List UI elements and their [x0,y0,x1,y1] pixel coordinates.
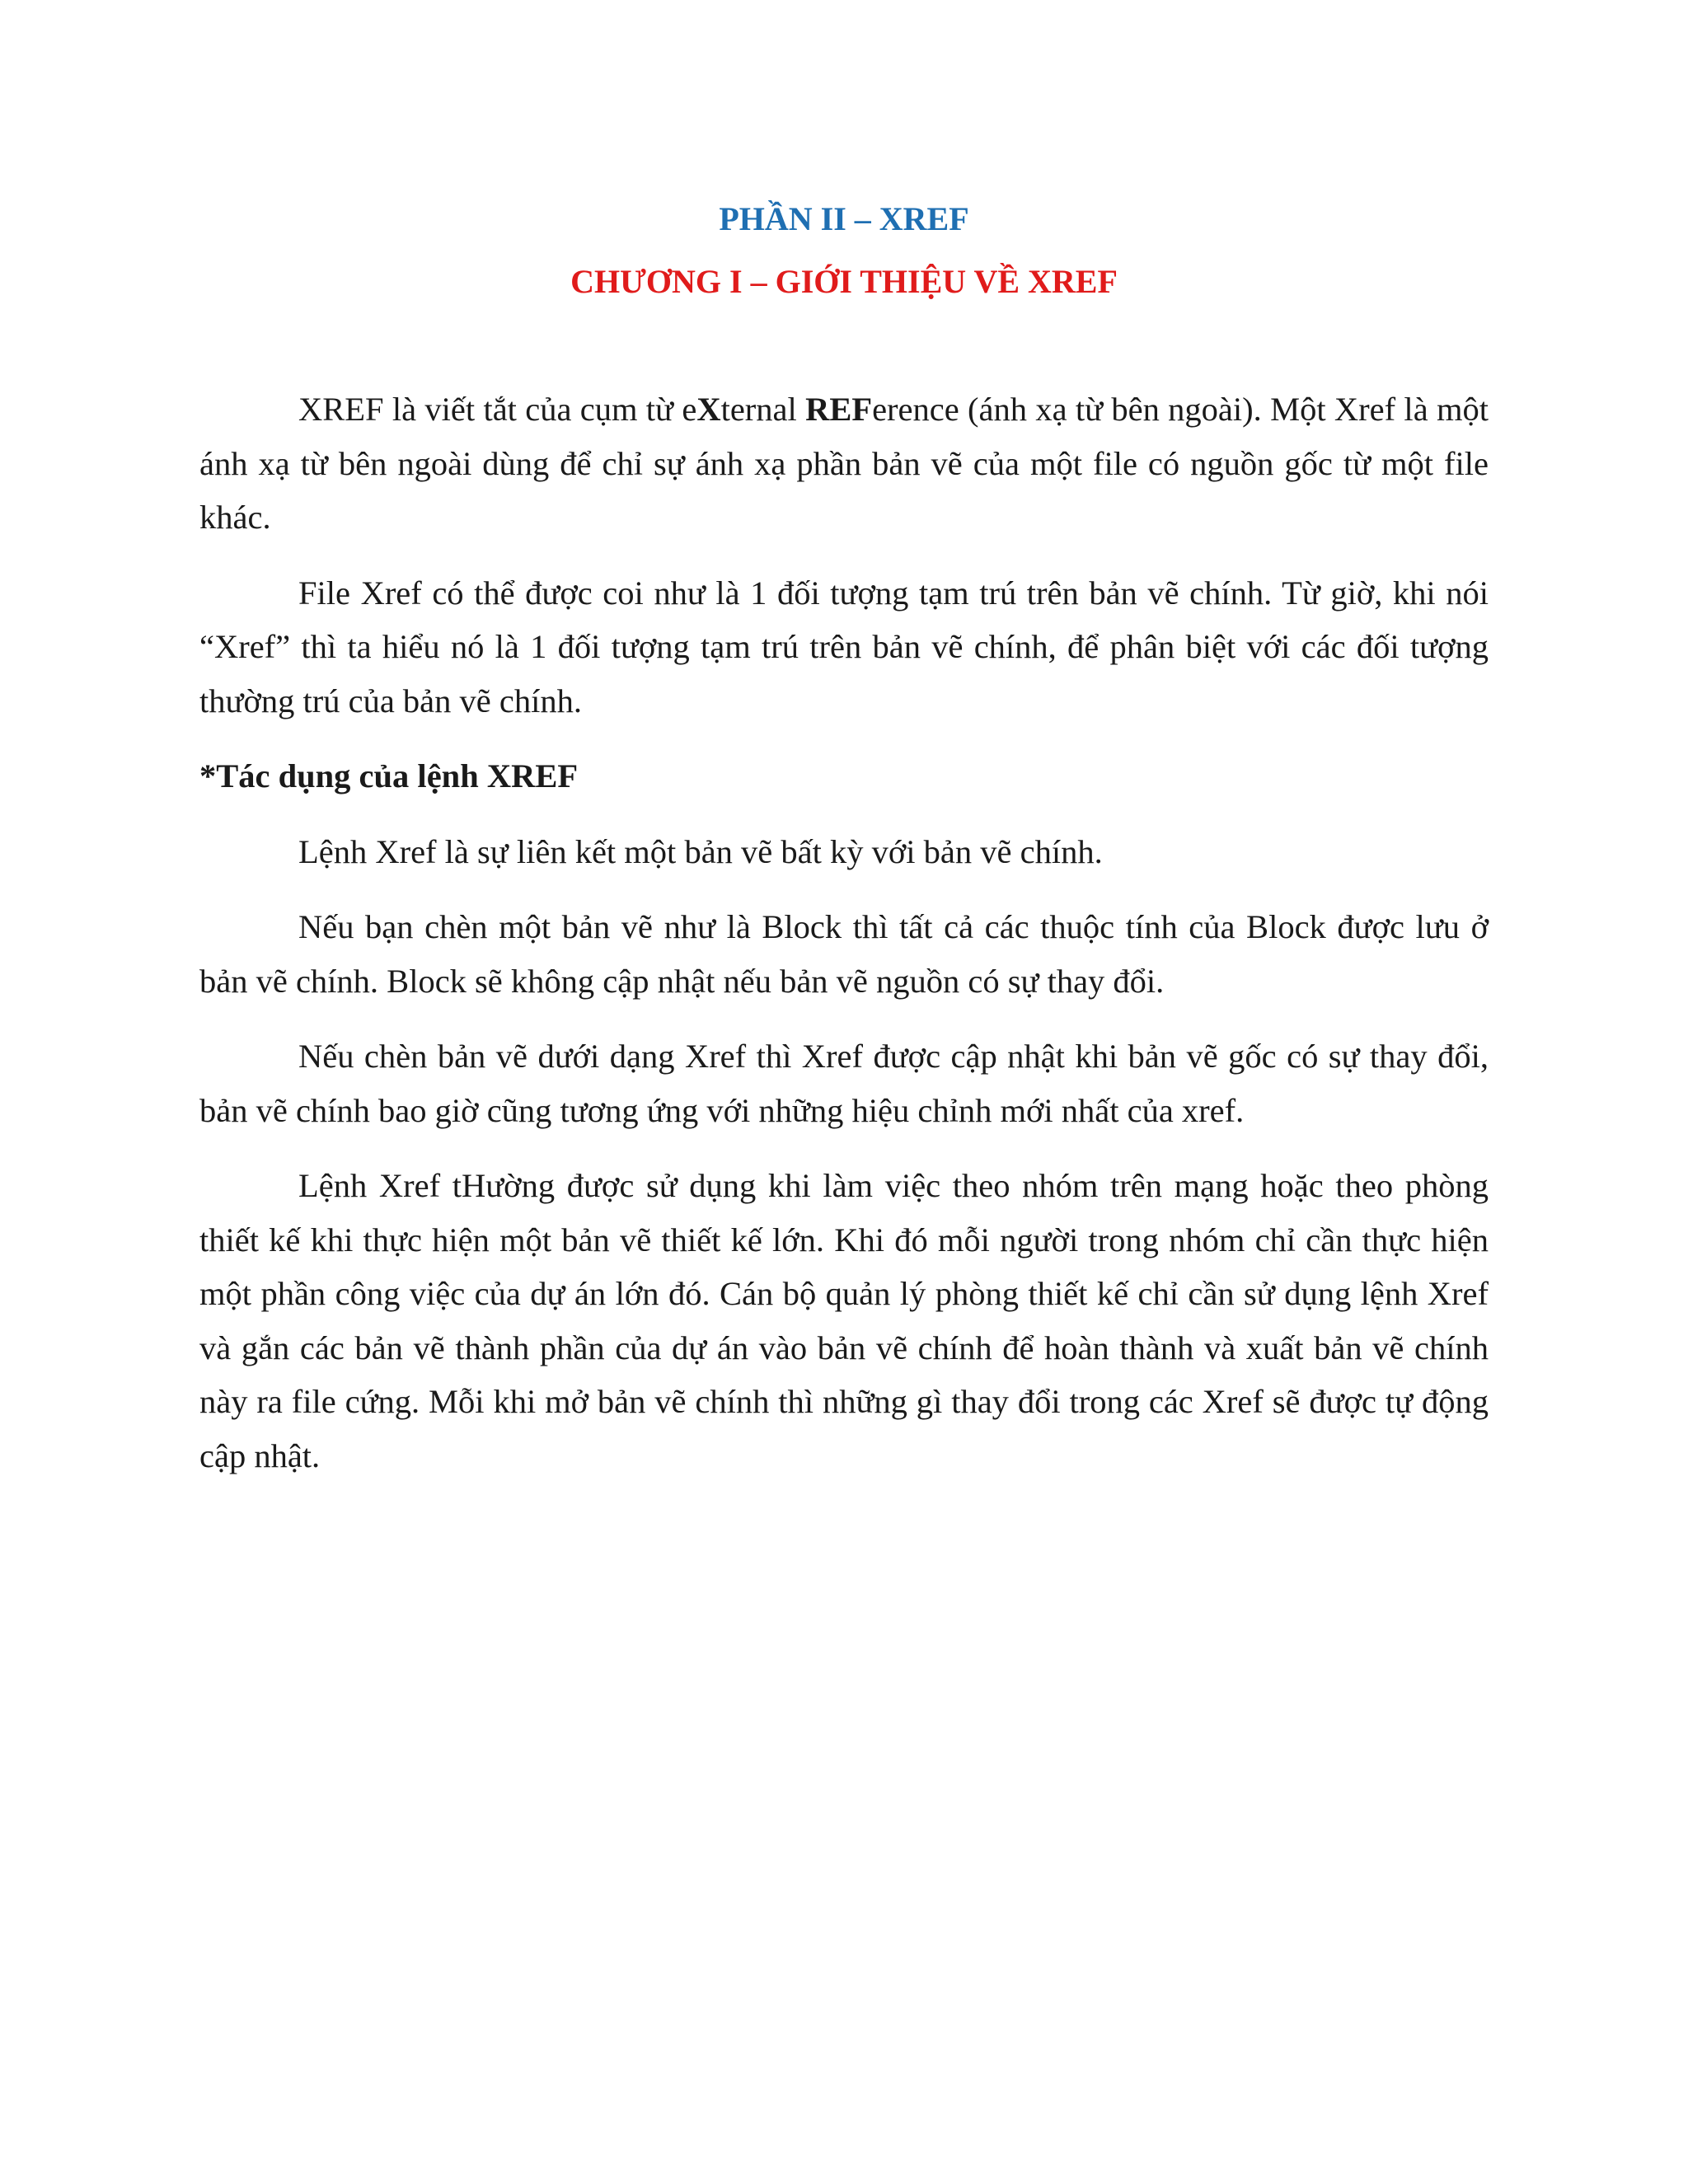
section-paragraph-3: Nếu chèn bản vẽ dưới dạng Xref thì Xref được cập nhật khi bản vẽ gốc có sự thay đổi, bản vẽ chính bao giờ cũng tương ứng với những hiệu chỉnh mới nhất của xref. [199,1038,1489,1129]
section-heading: *Tác dụng của lệnh XREF [199,757,579,794]
intro-p1-bold-ref: REF [805,391,873,428]
intro-paragraph-2: File Xref có thể được coi như là 1 đối tượng tạm trú trên bản vẽ chính. Từ giờ, khi nói “Xref” thì ta hiểu nó là 1 đối tượng tạm trú trên bản vẽ chính, để phân biệt với các đối tượng thường trú của bản vẽ chính. [199,574,1489,719]
section-paragraph-2: Nếu bạn chèn một bản vẽ như là Block thì tất cả các thuộc tính của Block được lưu ở bản vẽ chính. Block sẽ không cập nhật nếu bản vẽ nguồn có sự thay đổi. [199,908,1489,1000]
intro-p1-bold-x: X [696,391,721,428]
intro-paragraph-1 [199,382,1489,545]
intro-p1-start: XREF là viết tắt của cụm từ e [298,391,697,428]
chapter-title: CHƯƠNG I – GIỚI THIỆU VỀ XREF [570,263,1118,300]
section-paragraph-4: Lệnh Xref tHường được sử dụng khi làm việc theo nhóm trên mạng hoặc theo phòng thiết kế khi thực hiện một bản vẽ thiết kế lớn. Khi đó mỗi người trong nhóm chỉ cần thực hiện một phần công việc của dự án lớn đó. Cán bộ quản lý phòng thiết kế chỉ cần sử dụng lệnh Xref và gắn các bản vẽ thành phần của dự án vào bản vẽ chính để hoàn thành và xuất bản vẽ chính này ra file cứng. Mỗi khi mở bản vẽ chính thì những gì thay đổi trong các Xref sẽ được tự động cập nhật. [199,1167,1489,1474]
intro-p1-mid: ternal [720,391,806,428]
part-title: PHẦN II – XREF [719,200,969,237]
document-body [199,382,1489,1504]
intro-p1-end: erence (ánh xạ từ bên ngoài). Một Xref là một ánh xạ từ bên ngoài dùng để chỉ sự ánh xạ phần bản vẽ của một file có nguồn gốc từ một file khác. [199,391,1489,536]
section-paragraph-1: Lệnh Xref là sự liên kết một bản vẽ bất kỳ với bản vẽ chính. [298,832,1103,870]
